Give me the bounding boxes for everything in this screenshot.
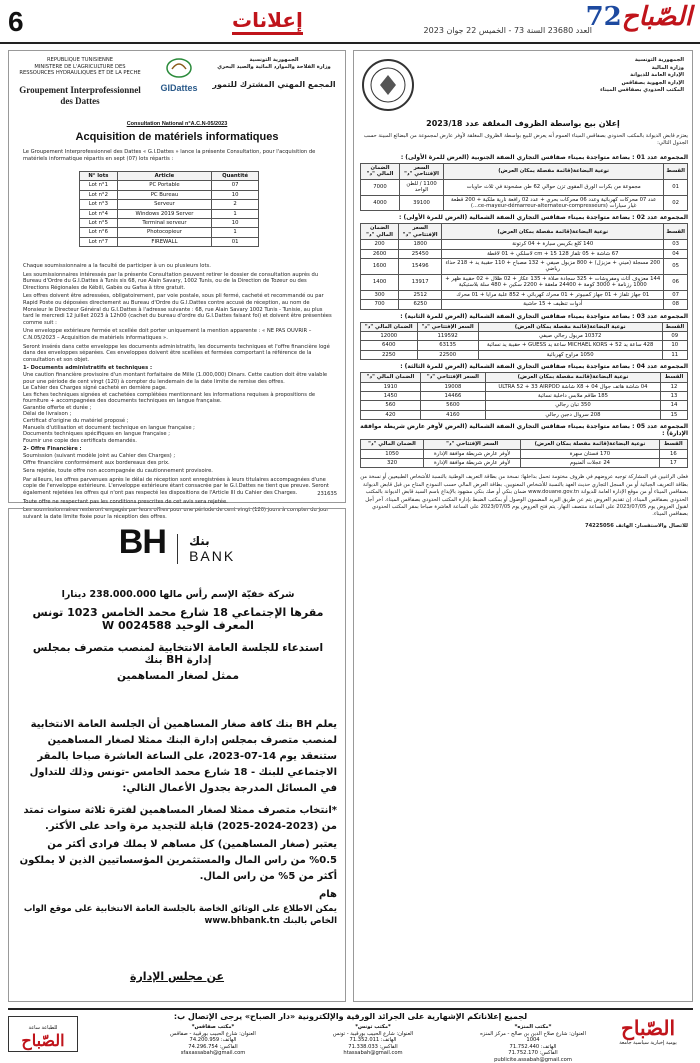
ad-bh-bank xyxy=(8,508,346,1002)
bh-logo: BH بنك BANK xyxy=(118,523,236,564)
bh-signature: عن مجلس الإدارة xyxy=(129,970,225,983)
table-row: 05 200 مسجلة (ميني + مزيزل) + 800 مزيول صيفي + 132 مصباح + 110 حقيبة يد + 218 حذاء رياضي 15496 1600 xyxy=(361,259,688,275)
table-row: 15 208 سروال دجين رجالي 4160 420 xyxy=(361,410,688,419)
group4-table: القسط نوعية البضاعة(قائمة مفصلة بمكان العرض) السعر الإفتتاحي "د" الضمان المالي "د" 12 04 شاشة هاتف جوال X8 + 04 شاشة ULTRA 52 + 33 AIRPOD 19008 1910 13 185 طاقم ملابس داخلية نسائية 14466 1450 14 350 تبان رجالي 5600 560 15 208 سروال دجين رجالي 4160 420 xyxy=(360,372,688,420)
table-row: Lot n°3 Serveur 2 xyxy=(80,200,259,209)
page-footer xyxy=(8,1008,693,1063)
table-row: Lot n°7 FIREWALL 01 xyxy=(80,237,259,246)
douane-title: إعلان بيع بواسطة الظروف المغلقة عدد 2023/18 xyxy=(426,119,620,128)
page-header xyxy=(0,0,700,44)
douane-contact: للاتصال والاستفسار: الهاتف 74225056 xyxy=(584,522,688,529)
table-row: 01 مجموعة من بكرات الورق المقوى تزن حوالي 62 طن مشحونة في ثلاث حاويات 1100 / للطن الواحد 7000 xyxy=(361,179,688,195)
table-row: Lot n°6 Photocopieur 1 xyxy=(80,228,259,237)
dattes-right-head: الجمهورية التونسية وزارة الفلاحة والموارد المائية والصيد البحري المجمع المهني المشترك للتمور xyxy=(209,57,339,89)
page-number: 6 xyxy=(8,6,24,37)
table-row: Lot n°1 PC Portable 07 xyxy=(80,181,259,190)
table-row: 14 350 تبان رجالي 5600 560 xyxy=(361,401,688,410)
douane-head: الجمهورية التونسية وزارة المالية الإدارة العامة للديوانة الإدارة الجهوية بصفاقس المكتب الحدودي بصفاقس الميناء xyxy=(600,57,684,93)
table-row: 04 67 شاشة + 05 تلفاز 128 cm + 15 لاسلكي + 01 لاقطة 25450 2600 xyxy=(361,249,688,258)
footer-title: لجميع إعلاناتكم الإشهارية على الجرائد الورقية والإلكترونية «دار الصباح» يرجى الإتصال ب: xyxy=(173,1012,528,1021)
table-row: Lot n°4 Windows 2019 Server 1 xyxy=(80,209,259,218)
footer-logo: الصّباح يومية إخبارية سياسية جامعة xyxy=(619,1016,677,1046)
table-row: 17 24 عجلات ألمنيوم لأوفر عارض شريطة موافقة الإدارة 320 xyxy=(361,458,688,467)
footer-logo-2: للطباعة ساعة الصّباح xyxy=(8,1016,78,1052)
dattes-left-head: REPUBLIQUE TUNISIENNE MINISTERE DE L'AGRICULTURE DES RESSOURCES HYDRAULIQUES ET DE LA PECHE Groupement Interprofessionnel des Dattes xyxy=(15,57,145,107)
bh-body: يعلم BH بنك كافة صغار المساهمين أن الجلسة العامة الانتخابية لمنصب متصرف بمجلس إدارة البنك ممثلا لصغار المساهمين ستنعقد يوم 14-07-2023، على الساعة العاشرة صباحا بالمقر الاجتماعي للبنك - 18 شارع محمد الخامس -تونس وذلك للتداول في المسائل المدرجة بجدول الأعمال التالي: *انتخاب متصرف ممثلا لصغار المساهمين لفترة ثلاثة سنوات تمتد من (2023-2024-2025) قابلة للتجديد مرة واحد على الأكثر. يعتبر (صغار المساهمين) كل مساهم لا يملك فرادى أكثر من 0.5% من راس المال والمستثمرين المؤسساتيين الذين لا يملكون أكثر من 5% من راس المال. هام يمكن الاطلاع على الوثائق الخاصة بالجلسة العامة الانتخابية على موقع الواب الخاص بالبنك www.bhbank.tn xyxy=(19,719,337,926)
section-title: إعلانات xyxy=(232,8,303,35)
group3-table: القسط نوعية البضاعة(قائمة مفصلة بمكان العرض) السعر الإفتتاحي "د" الضمان المالي "د" 09 10372 مريول رجالي صيفي 119592 12000 10 428 ساعة يد MICHAEL KORS + 52 ساعة يد GUESS + حقيبة يد نسائية 63135 6400 11 1050 مراوح كهربائية 22500 2250 xyxy=(360,322,688,361)
gidattes-logo: GIDattes xyxy=(149,57,209,97)
ad-dattes xyxy=(8,50,346,520)
org-name-fr: Groupement Interprofessionnel des Dattes xyxy=(19,84,141,106)
table-row: Lot n°5 Terminal serveur 10 xyxy=(80,219,259,228)
issue-info: العدد 23680 السنة 73 - الخميس 22 جوان 2023 xyxy=(423,26,592,35)
table-row: 08 أدوات تنظيف + 15 حاشية 6250 700 xyxy=(361,300,688,309)
office-tunis: *مكتب تونس* العنوان: شارع الحبيب بورقيبة - تونس الهاتف: 71.352.011 الفاكس: 71.338.033 htassabah@gmail.com xyxy=(332,1024,414,1056)
table-row: 10 428 ساعة يد MICHAEL KORS + 52 ساعة يد GUESS + حقيبة يد نسائية 63135 6400 xyxy=(361,341,688,350)
table-row: 09 10372 مريول رجالي صيفي 119592 12000 xyxy=(361,331,688,340)
group1-table: القسط نوعية البضاعة(قائمة مفصلة بمكان العرض) السعر الإفتتاحي "د" الضمان المالي "د" 01 مجموعة من بكرات الورق المقوى تزن حوالي 62 طن مشحونة في ثلاث حاويات 1100 / للطن الواحد 7000 02 عدد 07 محركات كهربائية وعدد 06 محركات بحري + عدد 02 رافعة نارية ملكية + 200 قطعة غيار سيارات (ce-mayeur-démarreur-alternateur-compresseurs...) 39100 4000 xyxy=(360,163,688,211)
table-row: 02 عدد 07 محركات كهربائية وعدد 06 محركات بحري + عدد 02 رافعة نارية ملكية + 200 قطعة غيار سيارات (ce-mayeur-démarreur-alternateur-compresseurs...) 39100 4000 xyxy=(361,195,688,211)
douane-intro: يعتزم قابض الديوانة بالمكتب الحدودي بصفاقس الميناء العموم أنه يعرض للبيع بواسطة الظروف المغلقة لأوفر عارض لمجموعة من البضائع المبينة حسب الجدول التالي: xyxy=(363,133,688,146)
bh-company-info: شركة خفيّة الإسم رأس مالها 238.000.000 دينارا مقرها الإجتماعي 18 شارع محمد الخامس 1023 تونس المعرف الوحيد W 0024588 استدعاء للجلسة العامة الانتخابية لمنصب متصرف بمجلس إدارة BH بنك ممثل لصغار المساهمين xyxy=(32,589,324,682)
newspaper-logo: الصّباح72 xyxy=(585,2,692,32)
douane-notes: فعلى الراغبين في المشاركة توجيه عروضهم في ظروف مختومة تحمل بداخلها: نسخة من بطاقة التعريف الوطنية بالنسبة للأشخاص الطبيعيين أو نسخة من بطاقة التعريف الجبائية أو من السجل التجاري حديث العهد بالنسبة للأشخاص المعنويين. بطاقة العرض المالي حسب النموذج المتاح من قبل قابض الديوانة بصفاقس الميناء أو من موقع الإدارة العامة للديوانة www.douane.gov.tn ضمان بنكي أو صك بنكي مشهود بالإيداع باسم السيد قابض الديوانة بالمكتب الحدودي بصفاقس الميناء. إن تقديم العروض يتم عن طريق البريد المضمون الوصول أو بمكتب الضبط بإدارة المكتب الحدودي بصفاقس الميناء. آخر أجل لقبول العروض يوم 2023/07/05 على الساعة منتصف النهار. يتم فتح العروض يوم 2023/07/05 على الساعة العاشرة صباحا بمقر المكتب الحدودي بصفاقس الميناء. xyxy=(360,474,688,518)
dattes-body: Chaque soumissionnaire a la faculté de participer à un ou plusieurs lots. Les soumissionnaires intéressés par la présente Consultation peuvent retirer le dossier de consultation auprès du Bureau d'Ordre du G.I.Dattes à Tunis sis 68, rue Alain Savary, 1002 Tunis, ou de la Direction de Tozeur ou des Directions Régionales de Kébili, Gabès ou Gafsa à titre gratuit. Les offres doivent être adressées, obligatoirement, par voie postale, sous pli fermé, cacheté et recommandé ou par Rapid Poste ou déposées directement au Bureau d'Ordre du G.I.Dattes contre accusé de réception, au nom de Monsieur le Directeur Général du G.I.Dattes à l'adresse suivante : 68, rue Alain Savary 1002 Tunis - Tunisie, au plus tard le mercredi 12 juillet 2023 à 12h00 (cachet du bureau d'ordre du G.I.Dattes faisant foi) et doivent être présentées comme suit : Une enveloppe extérieure fermée et scellée doit porter uniquement la mention apparente : « NE PAS OUVRIR – C.N.05/2023 – Acquisition de matériels informatiques ». Seront insérés dans cette enveloppe les documents administratifs, les documents techniques et l'offre financière logé dans des enveloppes séparées. Ces enveloppes doivent être scellées et fermées comportant la référence de la consultation et son objet. 1- Documents administratifs et techniques : Une caution financière provisoire d'un montant forfaitaire de Mille (1.000,000) Dinars. Cette caution doit être valable pour une période de cent vingt (120) à compter du lendemain de la date limite de remise des offres. Le Cahier des Charges signé cacheté en dernière page. Les fiches techniques signées et cachetées complétées mentionnant les informations requises à propositions de fourniture + accompagnées des documents techniques en langue française. Garantie offerte et durée ; Délai de livraison ; Certificat d'origine du matériel proposé ; Manuels d'utilisation et document technique en langue française ; Documents techniques spécifiques en langue française ; Fournir une copie des certificats demandés. 2- Offre Financière : Soumission (suivant modèle joint au Cahier des Charges) ; Offre financière conformément aux bordereaux des prix. Sera rejetée, toute offre non accompagnée du cautionnement provisoire. Par ailleurs, les offres parvenues après le délai de réception sont enregistrées à leurs titulaires accompagnées d'une copie de l'enveloppe extérieure. L'enveloppe extérieure étant consacrée par le G.I.Dattes ne tient que preuve. Seront également rejetées les offres qui n'ont pas respecté les dispositions de l'Article III du Cahier des Charges. Toute offre ne respectant pas les conditions prescrites de cet avis sera rejetée. Les soumissionnaires resteront engagés par leurs offres pour une période de cent vingt (120) jours à compter du jour suivant la date limite fixée pour la réception des offres. xyxy=(23,263,332,520)
table-row: 13 185 طاقم ملابس داخلية نسائية 14466 1450 xyxy=(361,391,688,400)
table-row: 07 01 جهاز تلفاز + 01 جهاز كمبيوتر + 01 محرك كهربائي + 852 علبة مرايا + 01 محرك 2512 300 xyxy=(361,290,688,299)
table-row: 12 04 شاشة هاتف جوال X8 + 04 شاشة ULTRA 52 + 33 AIRPOD 19008 1910 xyxy=(361,382,688,391)
table-row: 06 144 معزوف أثاث ومفروشات + 325 سجادة صلاة + 135 عكاز + 02 ظلال + 02 حقيبة ظهر + 1000 رزنامة + 3000 كومة + 24400 ملعقة + 2200 سكين + 480 سلة بلاستيكية 13917 1400 xyxy=(361,274,688,290)
table-row: 03 140 كلغ بكريس سيارة + 04 كرتونة 1800 200 xyxy=(361,240,688,249)
intro-text: Le Groupement Interprofessionnel des Dattes « G.I.Dattes » lance la présente Consultation, pour l'acquisition de matériels informatique répartis en sept (07) lots répartis : xyxy=(23,149,316,162)
table-row: 11 1050 مراوح كهربائية 22500 2250 xyxy=(361,350,688,359)
office-sfax: *مكتب صفاقس* العنوان: شارع الحبيب بورقيبة - صفاقس الهاتف: 74.200.959 الفاكس: 74.296.754 sfaxassabah@gmail.com xyxy=(170,1024,256,1056)
table-row: 16 170 فستان سهرة لأوفر عارض شريطة موافقة الإدارة 1050 xyxy=(361,449,688,458)
office-menzah: *مكتب المنزه* العنوان: شارع صلاح الدين بن صالح - مركز المنزه 1004 الهاتف: 71.752.440 الفاكس: 71.752.170 publicite.assabah@gmail.com xyxy=(480,1024,586,1063)
table-row: Lot n°2 PC Bureau 10 xyxy=(80,190,259,199)
douane-tables: المجموعة عدد 01 : بضاعة متواجدة بميناء صفاقس التجاري الضفة الجنوبية (العرض للمرة الأولى) : القسط نوعية البضاعة(قائمة مفصلة بمكان العرض) السعر الإفتتاحي "د" الضمان المالي "د" 01 مجموعة من بكرات الورق المقوى تزن حوالي 62 طن مشحونة في ثلاث حاويات 1100 / للطن الواحد 7000 02 عدد 07 محركات كهربائية وعدد 06 محركات بحري + عدد 02 رافعة نارية ملكية + 200 قطعة غيار سيارات (ce-mayeur-démarreur-alternateur-compresseurs...) 39100 4000 المجموعة عدد 02 : بضاعة متواجدة بميناء صفاقس التجاري الضفة الشمالية (العرض للمرة الأولى) : القسط نوعية البضاعة(قائمة مفصلة بمكان العرض) السعر الإفتتاحي "د" الضمان المالي "د" 03 140 كلغ بكريس سيارة + 04 كرتونة 1800 200 04 67 شاشة + 05 تلفاز 128 cm + 15 لاسلكي + 01 لاقطة 25450 2600 05 200 مسجلة (ميني + مزيزل) + 800 مزيول صيفي + 132 مصباح + 110 حقيبة يد + 218 حذاء رياضي 15496 1600 06 144 معزوف أثاث ومفروشات + 325 سجادة صلاة + 135 عكاز + 02 ظلال + 02 حقيبة ظهر + 1000 رزنامة + 3000 كومة + 24400 ملعقة + 2200 سكين + 480 سلة بلاستيكية 13917 1400 07 01 جهاز تلفاز + 01 جهاز كمبيوتر + 01 محرك كهربائي + 852 علبة مرايا + 01 محرك 2512 300 08 أدوات تنظيف + 15 حاشية 6250 700 المجموعة عدد 03 : بضاعة متواجدة بميناء صفاقس التجاري الضفة الشمالية (العرض للمرة الثانية) : القسط نوعية البضاعة(قائمة مفصلة بمكان العرض) السعر الإفتتاحي "د" الضمان المالي "د" 09 10372 مريول رجالي صيفي 119592 12000 10 428 ساعة يد MICHAEL KORS + 52 ساعة يد GUESS + حقيبة يد نسائية 63135 6400 11 1050 مراوح كهربائية 22500 2250 المجموعة عدد 04 : بضاعة متواجدة بميناء صفاقس التجاري الضفة الشمالية (العرض للمرة الثالثة) : القسط نوعية البضاعة(قائمة مفصلة بمكان العرض) السعر الإفتتاحي "د" الضمان المالي "د" 12 04 شاشة هاتف جوال X8 + 04 شاشة ULTRA 52 + 33 AIRPOD 19008 1910 13 185 طاقم ملابس داخلية نسائية 14466 1450 14 350 تبان رجالي 5600 560 15 208 سروال دجين رجالي 4160 420 المجموعة عدد 05 : بضاعة متواجدة بميناء صفاقس التجاري الضفة الشمالية (العرض لأوفر عارض شريطة موافقة الإدارة) : القسط نوعية البضاعة(قائمة مفصلة بمكان العرض) السعر الإفتتاحي "د" الضمان المالي "د" 16 170 فستان سهرة لأوفر عارض شريطة موافقة الإدارة 1050 17 24 عجلات ألمنيوم لأوفر عارض شريطة موافقة الإدارة 320 فعلى الراغبين في المشاركة توجيه عروضهم في ظروف مختومة تحمل بداخلها: نسخة من بطاقة التعريف الوطنية بالنسبة للأشخاص الطبيعيين أو نسخة من بطاقة التعريف الجبائية أو من السجل التجاري حديث العهد بالنسبة للأشخاص المعنويين. بطاقة العرض المالي حسب النموذج المتاح من قبل قابض الديوانة بصفاقس الميناء أو من موقع الإدارة العامة للديوانة www.douane.gov.tn ضمان بنكي أو صك بنكي مشهود بالإيداع باسم السيد قابض الديوانة بالمكتب الحدودي بصفاقس الميناء. إن تقديم العروض يتم عن طريق البريد المضمون الوصول أو بمكتب الضبط بإدارة المكتب الحدودي بصفاقس الميناء. آخر أجل لقبول العروض يوم 2023/07/05 على الساعة منتصف النهار. يتم فتح العروض يوم 2023/07/05 على الساعة العاشرة صباحا بمقر المكتب الحدودي بصفاقس الميناء. للاتصال والاستفسار: الهاتف 74225056 xyxy=(360,154,688,529)
ad-ref: 231635 xyxy=(317,491,337,498)
palm-icon xyxy=(164,57,194,79)
customs-emblem-icon xyxy=(360,57,416,113)
ad-title: Acquisition de matériels informatiques xyxy=(75,131,279,143)
group2-table: القسط نوعية البضاعة(قائمة مفصلة بمكان العرض) السعر الإفتتاحي "د" الضمان المالي "د" 03 140 كلغ بكريس سيارة + 04 كرتونة 1800 200 04 67 شاشة + 05 تلفاز 128 cm + 15 لاسلكي + 01 لاقطة 25450 2600 05 200 مسجلة (ميني + مزيزل) + 800 مزيول صيفي + 132 مصباح + 110 حقيبة يد + 218 حذاء رياضي 15496 1600 06 144 معزوف أثاث ومفروشات + 325 سجادة صلاة + 135 عكاز + 02 ظلال + 02 حقيبة ظهر + 1000 رزنامة + 3000 كومة + 24400 ملعقة + 2200 سكين + 480 سلة بلاستيكية 13917 1400 07 01 جهاز تلفاز + 01 جهاز كمبيوتر + 01 محرك كهربائي + 852 علبة مرايا + 01 محرك 2512 300 08 أدوات تنظيف + 15 حاشية 6250 700 xyxy=(360,223,688,309)
consultation-ref: Consultation National n°A.C.N-05/2023 xyxy=(126,121,228,127)
ad-douane xyxy=(353,50,693,1002)
org-name-ar: المجمع المهني المشترك للتمور xyxy=(212,80,336,90)
group5-table: القسط نوعية البضاعة(قائمة مفصلة بمكان العرض) السعر الإفتتاحي "د" الضمان المالي "د" 16 170 فستان سهرة لأوفر عارض شريطة موافقة الإدارة 1050 17 24 عجلات ألمنيوم لأوفر عارض شريطة موافقة الإدارة 320 xyxy=(360,439,688,468)
lots-table: N° lots Article Quantité Lot n°1 PC Portable 07 Lot n°2 PC Bureau 10 Lot n°3 Serveur 2 Lot n°4 Windows 2019 Server 1 Lot n°5 Terminal serveur 10 Lot n°6 Photocopieur 1 Lot n°7 FIREWALL 01 xyxy=(79,171,259,247)
